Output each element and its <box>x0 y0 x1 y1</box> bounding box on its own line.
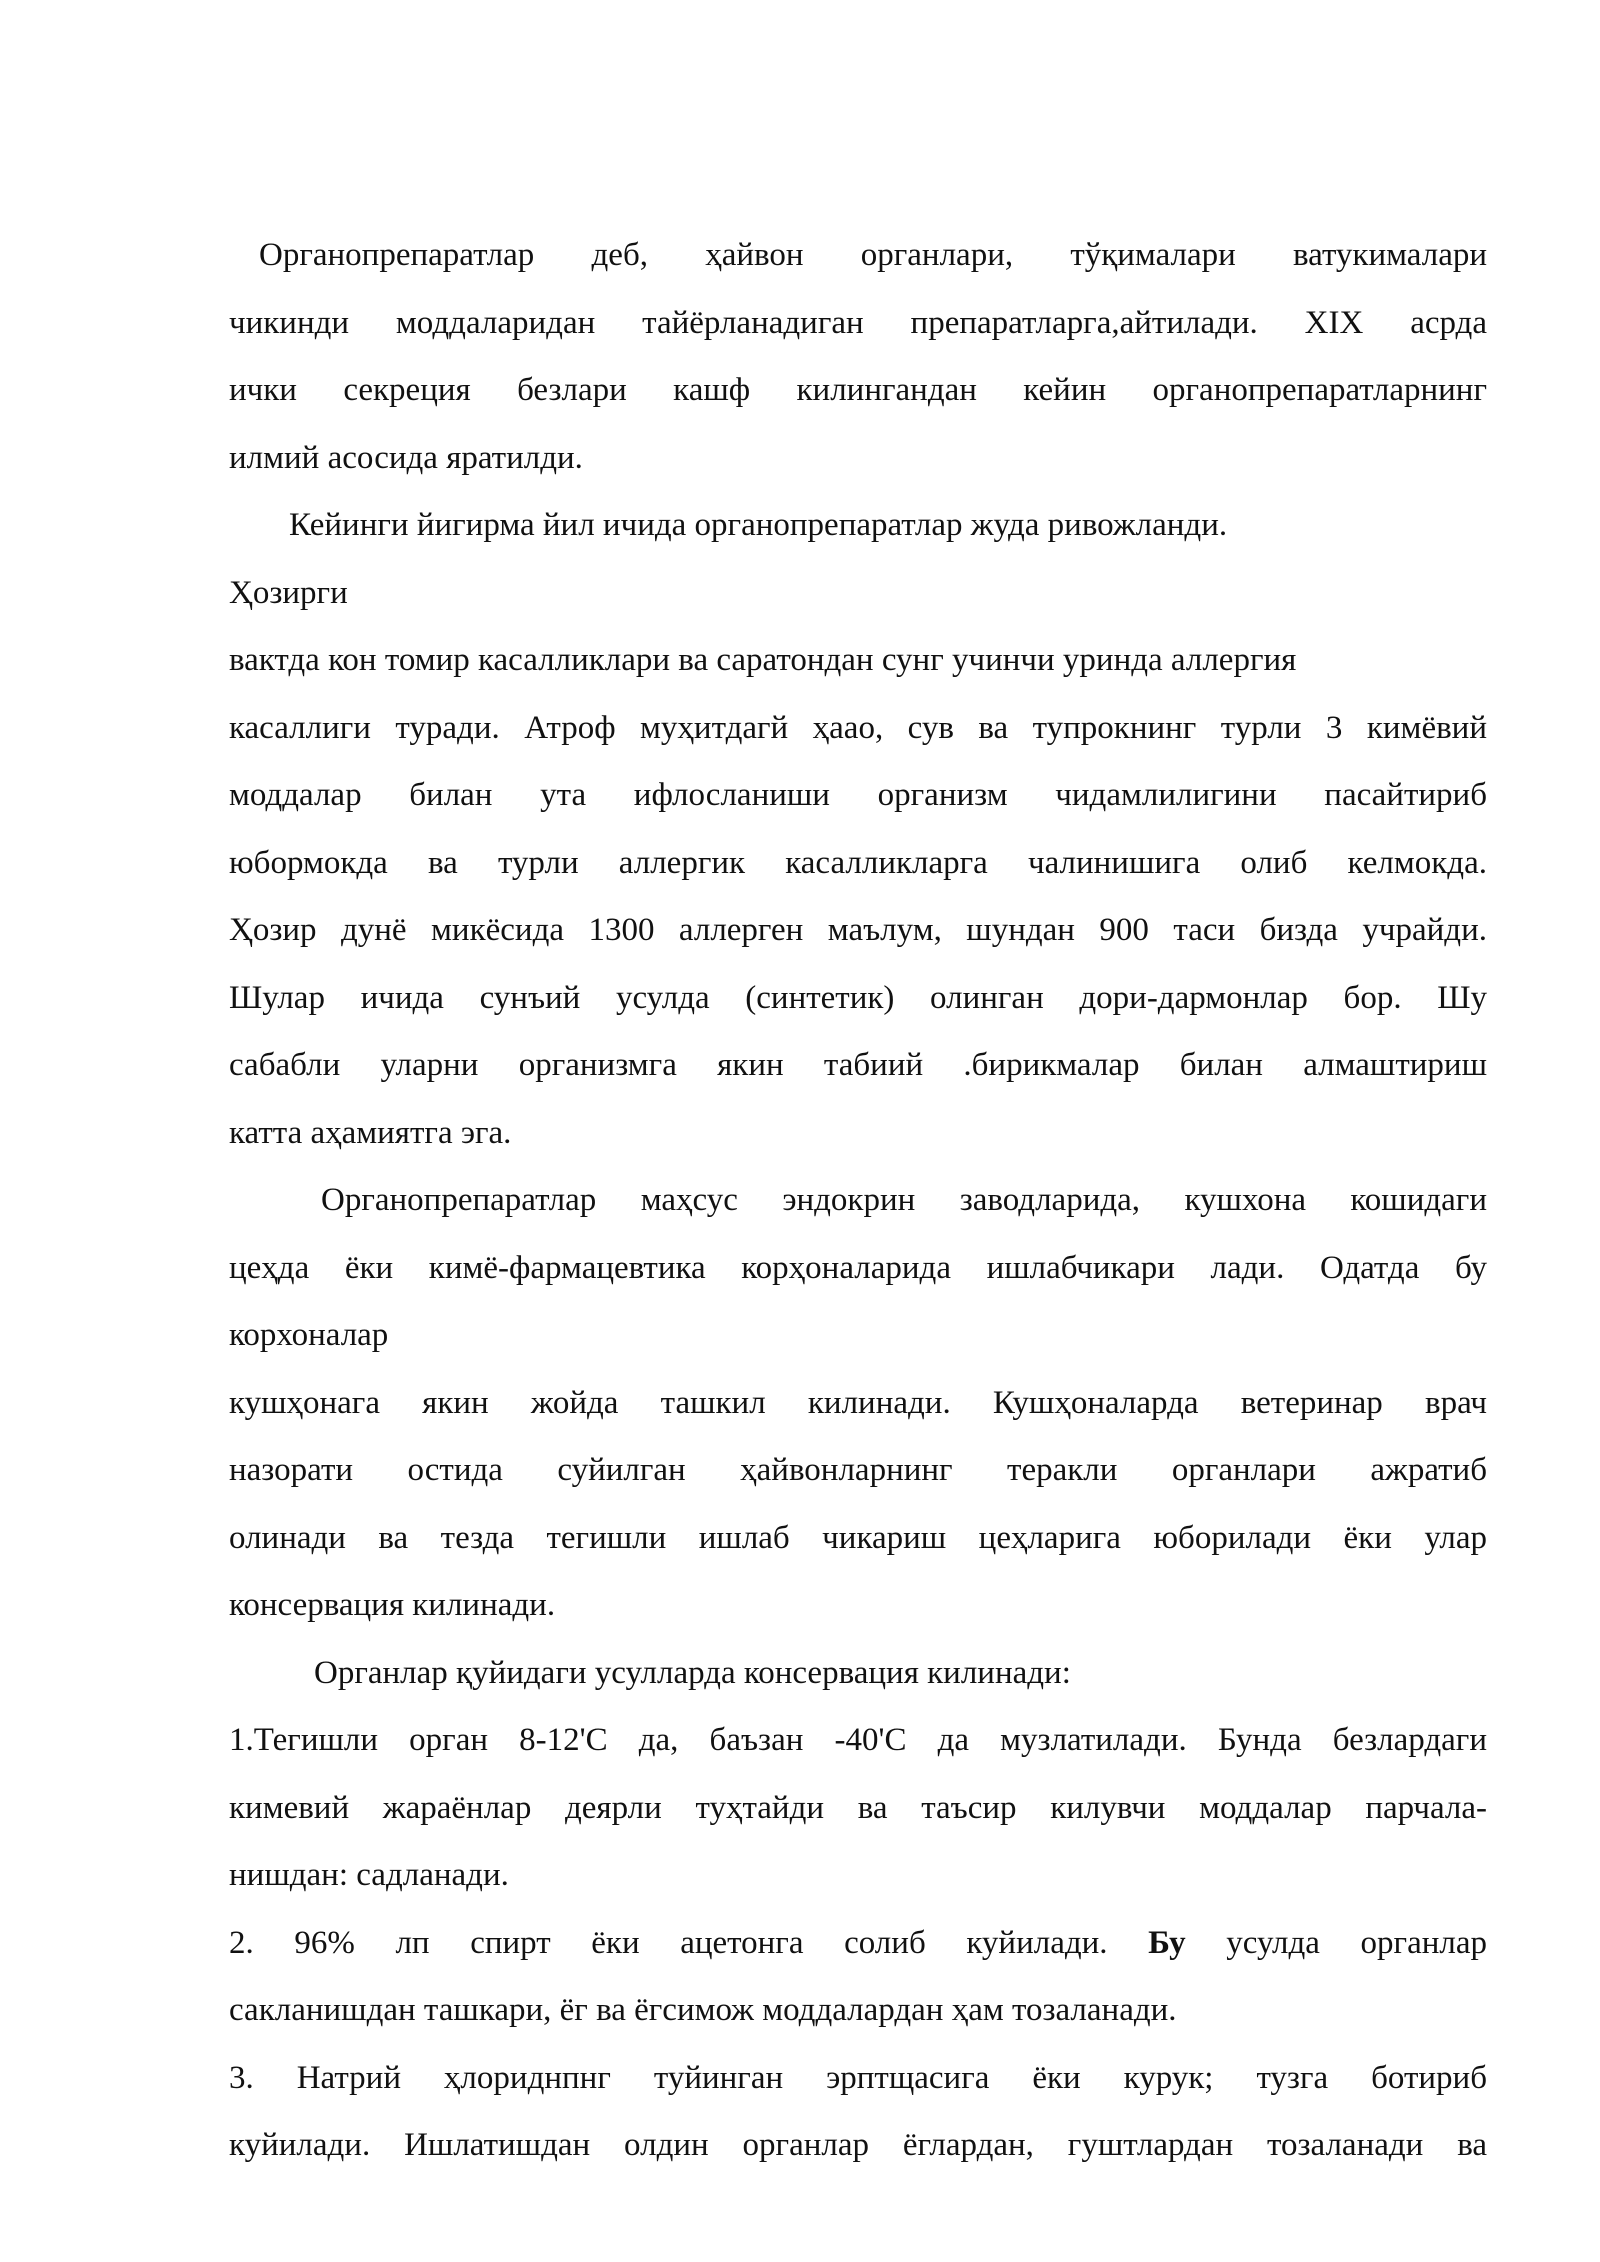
list-item-line: нишдан: садланади. <box>229 1857 509 1893</box>
text-line: консервация килинади. <box>229 1587 556 1623</box>
text-line: сабабли уларни организмга якин табиий .бирикмалар билан алмаштириш <box>229 1047 1487 1083</box>
document-page <box>229 222 1487 2180</box>
list-item-line: 1.Тегишли орган 8-12'С да, баъзан -40'С да музлатилади. Бунда безлардаги <box>229 1722 1487 1758</box>
text-line: корхоналар <box>229 1317 389 1353</box>
text-line: моддалар билан ута ифлосланиши организм чидамлилигини пасайтириб <box>229 777 1487 813</box>
text-line: цеҳда ёки кимё-фармацевтика корҳоналарида ишлабчикари лади. Одатда бу <box>229 1249 1487 1286</box>
bold-text: Бу <box>1148 1924 1186 1961</box>
text-line: кушҳонага якин жойда ташкил килинади. Кушҳоналарда ветеринар врач <box>229 1384 1487 1421</box>
list-item-line: 3. Натрий ҳлориднпнг туйинган эрптщасига ёки курук; тузга ботириб <box>229 2059 1487 2096</box>
text-line: олинади ва тезда тегишли ишлаб чикариш цеҳларига юборилади ёки улар <box>229 1519 1487 1556</box>
list-item-text: усулда органлар <box>1226 1924 1487 1961</box>
text-line: Органопрепаратлар деб, ҳайвон органлари, тўқималари ватукималари <box>259 237 1487 273</box>
text-line: Органопрепаратлар маҳсус эндокрин заводларида, кушхона кошидаги <box>321 1182 1487 1218</box>
text-line: назорати остида суйилган ҳайвонларнинг теракли органлари ажратиб <box>229 1452 1487 1488</box>
text-line: Органлар қуйидаги усулларда консервация килинади: <box>314 1654 1071 1691</box>
text-line: илмий асосида яратилди. <box>229 439 583 476</box>
text-line: вактда кон томир касалликлари ва саратондан сунг учинчи уринда аллергия <box>229 642 1297 678</box>
text-line: юбормокда ва турли аллергик касалликларга чалинишига олиб келмокда. <box>229 844 1487 881</box>
text-line: касаллиги туради. Атроф муҳитдагй ҳаао, сув ва тупрокнинг турли 3 кимёвий <box>229 709 1487 746</box>
text-line: Ҳозирги <box>229 574 348 611</box>
list-item-line: кимевий жараёнлар деярли туҳтайди ва таъсир килувчи моддалар парчала- <box>229 1789 1487 1826</box>
text-line: чикинди моддаларидан тайёрланадиган препаратларга,айтилади. XIX асрда <box>229 304 1487 341</box>
list-item-line: сакланишдан ташкари, ёг ва ёгсимож моддалардан ҳам тозаланади. <box>229 1992 1177 2028</box>
text-line: Ҳозир дунё микёсида 1300 аллерген маълум, шундан 900 таси бизда учрайди. <box>229 912 1487 948</box>
list-item-line <box>229 1910 1487 1978</box>
list-item-line: куйилади. Ишлатишдан олдин органлар ёглардан, гуштлардан тозаланади ва <box>229 2127 1487 2163</box>
list-item-text: 2. 96% лп спирт ёки ацетонга солиб куйилади. <box>229 1924 1108 1961</box>
text-line: Шулар ичида сунъий усулда (синтетик) олинган дори-дармонлар бор. Шу <box>229 979 1487 1016</box>
text-line: ички секреция безлари кашф килингандан кейин органопрепаратларнинг <box>229 372 1487 408</box>
text-line: Кейинги йигирма йил ичида органопрепаратлар жуда ривожланди. <box>289 507 1228 543</box>
text-line: катта аҳамиятга эга. <box>229 1114 512 1151</box>
